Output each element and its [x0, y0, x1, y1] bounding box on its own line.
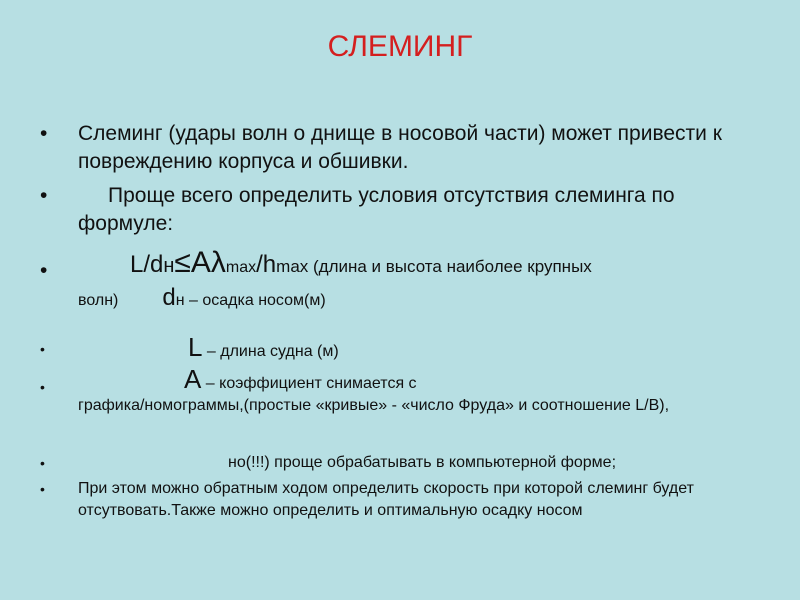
formula-part: max (длина и высота наиболее крупных [276, 257, 592, 276]
bullet-icon: • [40, 259, 48, 282]
symbol-L: L [188, 332, 203, 362]
list-item-text: но(!!!) проще обрабатывать в компьютерной форме; [228, 454, 617, 471]
list-item-text: При этом можно обратным ходом определить скорость при которой слеминг будет отсутвовать.Также можно определить и оптимальную осадку носом [78, 480, 694, 519]
formula-draught-desc: н – осадка носом(м) [175, 292, 326, 309]
formula-waves-label: волн) [78, 292, 119, 309]
bullet-icon: • [40, 379, 45, 395]
list-item [40, 182, 730, 238]
symbol-desc: – коэффициент снимается с [201, 375, 417, 392]
formula-line [78, 248, 730, 283]
list-item [40, 478, 730, 522]
list-item [40, 332, 730, 363]
bullet-icon: • [40, 184, 48, 207]
formula-line-2 [78, 283, 730, 316]
list-item [40, 452, 730, 474]
bullet-icon: • [40, 455, 45, 471]
symbol-desc: – длина судна (м) [202, 343, 339, 360]
list-item-text [78, 332, 339, 362]
list-item-text-line2: графика/номограммы,(простые «кривые» - «число Фруда» и соотношение L/B), [78, 397, 670, 414]
list-item-text: Слеминг (удары волн о днище в носовой части) может привести к повреждению корпуса и обшивки. [78, 122, 722, 173]
list-item [40, 120, 730, 176]
formula-part: max [225, 259, 257, 276]
list-item [40, 364, 730, 417]
formula-item [40, 248, 730, 316]
formula-part: L/d [130, 251, 164, 278]
slide-title: СЛЕМИНГ [327, 30, 473, 63]
bullet-icon: • [40, 122, 48, 145]
bullet-icon: • [40, 341, 45, 357]
formula-part: /h [256, 251, 277, 278]
list-item-text: Проще всего определить условия отсутствия слеминга по формуле: [78, 184, 675, 235]
formula-part: ≤Aλ [174, 246, 226, 279]
formula-part: н [163, 255, 175, 277]
formula-symbol-d: d [162, 284, 176, 311]
list-item-text [78, 364, 730, 395]
bullet-icon: • [40, 481, 45, 497]
symbol-A: A [184, 364, 202, 394]
